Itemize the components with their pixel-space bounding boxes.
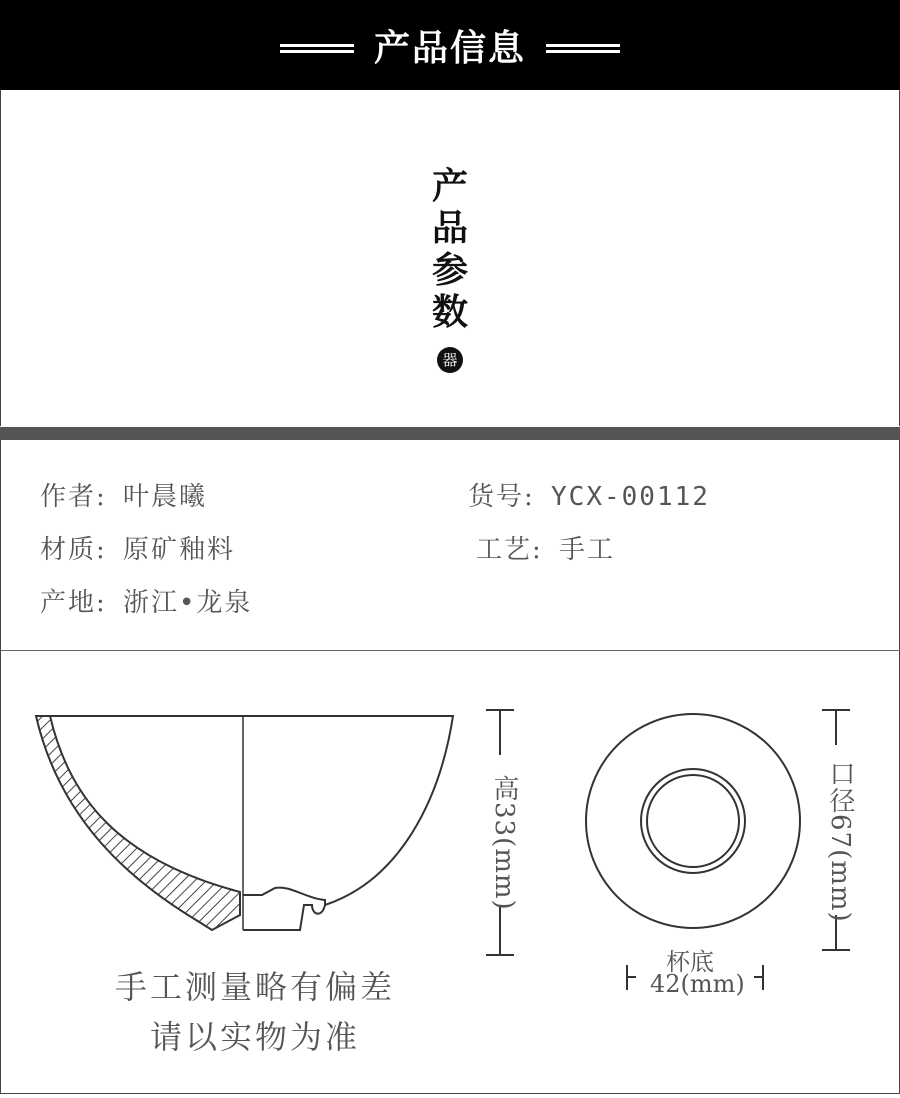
base-label: 杯底: [666, 948, 714, 976]
base-inner-circle: [647, 775, 739, 867]
section-char: 参: [431, 249, 468, 291]
height-label: 高33(mm): [489, 775, 519, 911]
sku-value: YCX-00112: [551, 482, 710, 512]
base-outer-circle: [641, 769, 745, 873]
bowl-wall-section: [36, 716, 240, 930]
header-title: 产品信息: [373, 26, 526, 69]
bowl-outer-line: [36, 716, 453, 905]
craft-value: 手工: [559, 535, 616, 565]
seal-badge: 器: [437, 347, 463, 373]
material-value: 原矿釉料: [123, 535, 236, 565]
origin-value: 浙江•龙泉: [123, 588, 253, 618]
section-char: 产: [431, 165, 468, 207]
material-label: 材质:: [40, 535, 107, 565]
mouth-circle: [586, 714, 800, 928]
sku-label: 货号:: [468, 482, 535, 512]
measure-note-line1: 手工测量略有偏差: [114, 968, 395, 1006]
craft-label: 工艺:: [476, 535, 543, 565]
measure-note-line2: 请以实物为准: [149, 1018, 360, 1056]
bowl-foot: [243, 888, 325, 930]
section-char: 数: [431, 291, 468, 333]
base-value: 42(mm): [650, 970, 745, 998]
author-label: 作者:: [40, 482, 107, 512]
section-char: 品: [431, 207, 468, 249]
mouth-diameter-label: 口径67(mm): [825, 760, 855, 923]
author-value: 叶晨曦: [123, 482, 208, 512]
origin-label: 产地:: [40, 588, 107, 618]
